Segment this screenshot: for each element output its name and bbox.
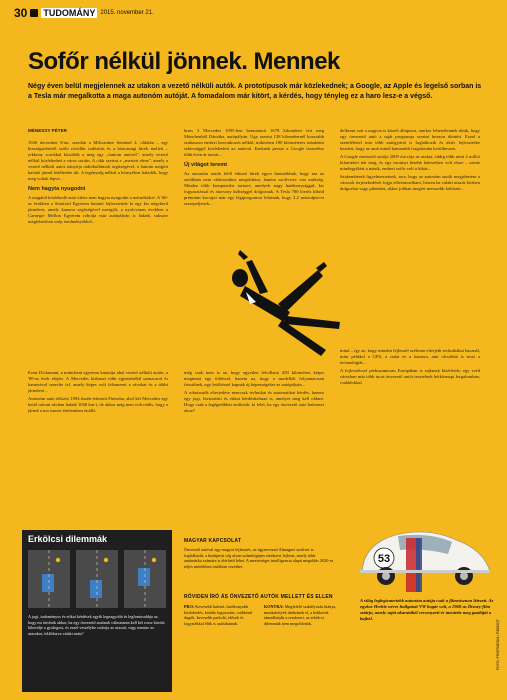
pro-section xyxy=(184,604,258,626)
page-number: 30 xyxy=(14,6,28,20)
pro-text: Kevesebb baleset, hatékonyabb közlekedés, kisebb fogyasztás, csökkenő dugók, kevesebb parkoló, idősek és fogyatékkal élők is autózhatnak. xyxy=(184,604,253,626)
ethics-box xyxy=(22,530,172,692)
issue-date: 2015. november 21. xyxy=(100,10,154,16)
col2-paragraph-1: hires 3 Mercedes 1995-ben bemutatott 1678 kilométert tett meg Münchenből Dániába, autópályán. Ugy szerint 158 kilométernél hosszabb szakaszon emberi beavatkozás nélkül, miközben 180 kilométeres óránkénti sebességgel közlekedett az autóval. Ezeknek persze a Google tesztelése több éven át tartott... xyxy=(184,128,324,157)
pro-label: PRO: xyxy=(184,604,195,609)
con-label: KONTRA: xyxy=(264,604,284,609)
col1-paragraph-4: Autonóm autó először 1994 őszén érkezett Párizsba, ahol két Mercedes egy kettő rokoni sávban haladt 1000 km-t, de akkor még nem volt reális, hogy a jármű a ma ismert értelemben önálló. xyxy=(28,396,168,413)
ethics-title: Erkölcsi dilemmák xyxy=(28,534,108,544)
hungarian-connection-heading: MAGYAR KAPCSOLAT xyxy=(184,538,242,544)
hungarian-connection-box xyxy=(184,538,334,569)
article-column-3 xyxy=(340,128,480,318)
col1-paragraph-1: 1926 december 8-án, szerdán a Milwaukee Sentinel 4. oldalán – egy hisszágirtéséről szóló rövidhír tudósítás és a biztonsági hírek mellett – rekkony sorokkal közölték a meg egy „fantom autóról", amely vezető nélkül közlekedett a város utcáin. A cikk szerint a „mestert elme", amely a vezető nélküli autót irányítja rádióhullámok segítségével, a fantom mögött haladó jármű fedélzetén ült. A legénység nélkül a környéken haladók, hogy meg voltak lepve... xyxy=(28,140,168,181)
falling-man-illustration xyxy=(200,250,350,370)
col3-paragraph-2: A Google önvezető autója 2009 óta rója az utakat, eddig több mint 2 millió kilométert tett meg, és egy tucatnyi kisebb balesetben volt része – szinte mindegyikért a másik, emberi sofőr volt a hibás... xyxy=(340,154,480,171)
photo-caption: A világ leglegismertebb autonóm autója csak a filmvásznon létezett. Az egykor Herbie névre hallgatott VW bogár volt, a 1968-as Disney-film sztárja, amely saját akaratából versenyzett és mentette meg gazdáját a bajból. xyxy=(360,598,494,621)
byline: MÉNESSY PÉTER xyxy=(28,128,67,133)
col3-paragraph-1: delkezni sott a nagyon is közeli állapotot, amikor lehetetlennek tűnik, hogy egy önvezető autó a saját programja szerint hozzon döntést. Ezzel a szemlélettel már több autógyártó is foglalkozik és aktív fejlesztésbe kezdett, hogy az autó minél hamarabb forgalomba kerülhessen. xyxy=(340,128,480,151)
con-text: Megfelelő szabályozás hiánya, munkahelyek tűnhetnek el, a hekkerek támadhatják a rendszert, az erkölcsi dilemmák nem megoldottak. xyxy=(264,604,337,626)
col1-paragraph-3: Ernst Dickmann, a müncheni egyetem kutatója ahol vezető nélküli autón, a '80-as évek elején. A Mercedes kisbuszt több egyenértékű szenzorral és kamerával szerelte fel, amely képes volt felismerni a sávokat és a többi járművet... xyxy=(28,370,168,393)
section-label: TUDOMÁNY xyxy=(43,8,96,18)
pro-con-box xyxy=(184,594,339,692)
col3-paragraph-4: mind – így az, hogy minden fejlesztő szélesen elterjedt technikákat használ, mint például a GPS, a radar és a kamera, ami olcsóbbá is teszi a technológiát... xyxy=(340,348,480,365)
road-diagram-illustration xyxy=(28,550,166,608)
con-section xyxy=(264,604,338,626)
article-column-2-continued xyxy=(184,370,324,525)
article-column-2 xyxy=(184,128,324,268)
article-column-1 xyxy=(28,128,168,328)
article-column-3-continued xyxy=(340,348,480,528)
col3-paragraph-3: Szakemberek figyelmeztetnek, arra, hogy az autonóm autók megjelenése a városok terjeszkedését fogja előremozdítani, hiszen ha valaki utazás közben dolgozhat vagy pihenhet, akkor jobban megéri messzebb költözni... xyxy=(340,174,480,191)
photo-credit: FOTÓ: PROFIMEDIA / REDDOT xyxy=(496,619,500,670)
col2-paragraph-2: Az autonóm autók felől érkező hírek egyre biztatóbbak, hogy ma az autókban nem elektronikus megoldásra, hanem szoftverre van szükség. Mindez több komputerbe tartozó, amelyek nagy hatékonysággal, kis fogyasztással és alacsony költséggel dolgoznak. A Tesla 700 lóerős hibrid prémium kocsijai már egy légiprogramot lefutnak, hogy 2,2 másodpercet szerepeljenek... xyxy=(184,171,324,206)
herbie-car-photo xyxy=(352,520,497,592)
col1-subheading: Nem hagyta nyugodni xyxy=(28,186,86,192)
col2-paragraph-4: A robotautók elterjedése nemcsak technikai és automatikai kérdés, hanem egy jogi, biztosítási és etikai kérdéshalmaz is, amelyet meg kell oldani. Hogy csak a legégetőbbet említsük: ki felel, ha egy önvezető autó balesetet okoz? xyxy=(184,390,324,413)
col2-subheading: Új világot teremt xyxy=(184,162,228,168)
page-header xyxy=(14,6,154,20)
pro-con-heading: RÖVIDEN ÍRÓ ÁS ÖNVEZETŐ AUTÓK MELLETT ÉS ELLEN xyxy=(184,594,333,600)
article-column-1-continued xyxy=(28,370,168,530)
herbie-number: 53 xyxy=(377,553,391,565)
article-title: Sofőr nélkül jönnek. Mennek xyxy=(28,48,340,75)
ethics-text: A jogi, tudományos és etikai kérdések egyik legnagyobb és legfontosabbja az, hogy mi történik akkor, ha egy önvezető autónak választania kell két rossz között: kikerülje a gyalogost, és ezzel veszélybe sodorja az utasait, vagy mentse az utasokat, feláldozva valaki mást? xyxy=(28,614,166,636)
col3-paragraph-5: A fejlesztéssel párhuzamosan Európában is zajlanak kísérletek; egy svéd városban már több tucat önvezető autót tesztelnek hétköznapi forgalomban, családokkal. xyxy=(340,368,480,385)
magazine-logo-icon xyxy=(30,9,38,17)
article-lead: Négy éven belül megjelennek az utakon a vezető nélküli autók. A prototípusok már közlekednek; a Google, az Apple és legelső sorban is a Tesla már megalkotta a maga autonóm autóját. A fomadalom már kitört, a kérdés, hogy tényleg ez a haro lesz-e a végső. xyxy=(28,83,482,100)
col2-paragraph-3: még csak nem is az, hogy egyetlen felvillanó 450 kilométert képes megtenni egy töltéssel, hanem az, hogy a modellek folyamatosan frissülnek, egy letöltéssel kapnak új képességeket az autópályán... xyxy=(184,370,324,387)
hungarian-connection-text: Önvezető autóval egy magyar fejlesztés, az úgynevezett Almagnet szoftver is foglalkozik; a budapesti cég olyan számítógépes rendszert fejleszt, amely több autómárka számára is elérhető lehet. A mesterséges intelligencia alapú megoldás 2020-ra teljes mértékben önállóan vezethet. xyxy=(184,547,333,569)
col1-paragraph-2: A magától közlekedő autó ötlete nem hagyta nyugodni a mérnököket. A '60-as években a Stanford Egyetem kutatói fejlesztettek ki egy kis négykerű járművet, amely kamera segítségével navigált; a nyolcvanas években a Carnegie Mellon Egyetem robotja már autópályán is haladt, sokszor meglehetősen szép eredményekkel... xyxy=(28,195,168,224)
